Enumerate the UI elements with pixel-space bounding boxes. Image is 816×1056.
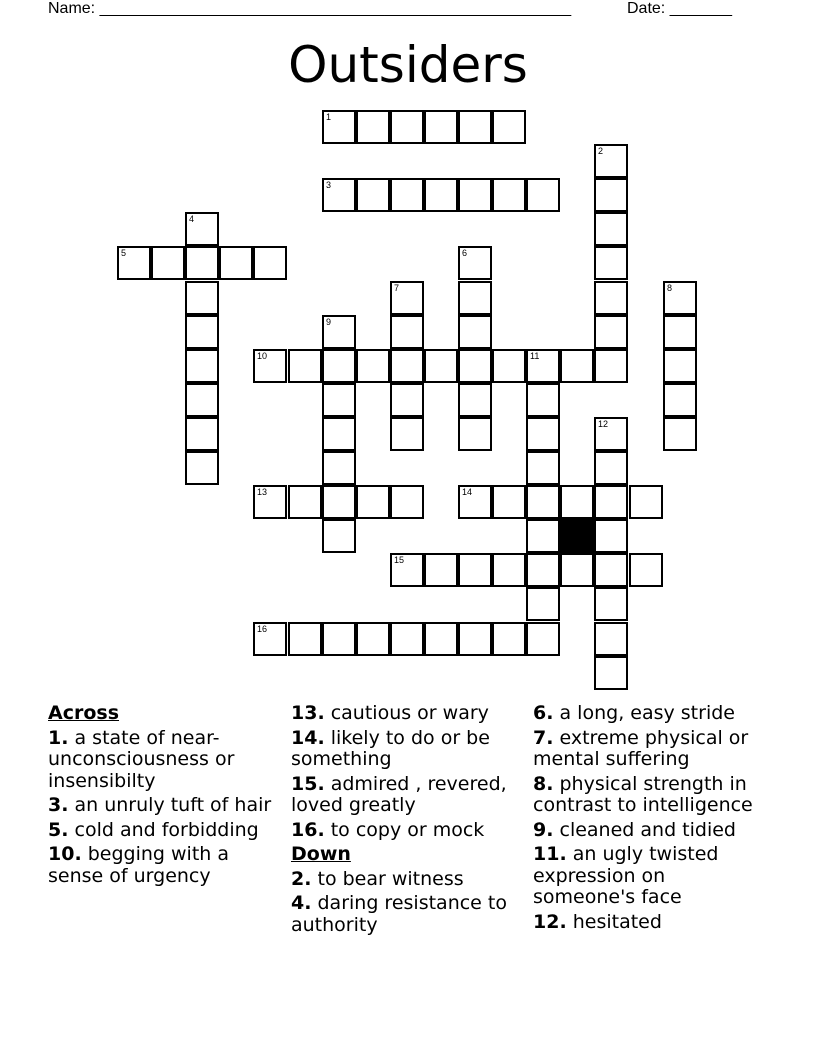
grid-cell[interactable] [356,349,390,383]
grid-cell[interactable] [526,349,560,383]
grid-cell[interactable] [458,622,492,656]
grid-cell[interactable] [526,451,560,485]
grid-cell[interactable] [185,315,219,349]
grid-cell[interactable] [663,417,697,451]
grid-cell[interactable] [322,178,356,212]
cell-number: 8 [667,283,673,293]
grid-cell[interactable] [424,349,458,383]
cell-number: 4 [189,214,195,224]
grid-cell[interactable] [390,281,424,315]
clue-down-6: 6. a long, easy stride [533,702,735,724]
down-heading: Down [291,843,351,865]
clue-down-2: 2. to bear witness [291,867,464,890]
grid-cell[interactable] [219,246,253,280]
grid-cell[interactable] [458,110,492,144]
grid-cell[interactable] [458,485,492,519]
grid-cell[interactable] [594,281,628,315]
grid-cell[interactable] [288,485,322,519]
grid-cell[interactable] [322,349,356,383]
clue-down-8: 8. physical strength in contrast to intelligence [533,772,753,816]
grid-cell[interactable] [424,110,458,144]
cell-number: 15 [394,555,405,565]
grid-cell[interactable] [594,144,628,178]
grid-cell[interactable] [356,178,390,212]
grid-cell[interactable] [526,417,560,451]
cell-number: 11 [530,351,540,361]
grid-cell[interactable] [322,519,356,553]
page-title: Outsiders [288,36,528,94]
grid-cell[interactable] [492,485,526,519]
cell-number: 1 [326,112,332,122]
grid-cell[interactable] [526,622,560,656]
grid-cell[interactable] [492,178,526,212]
cell-number: 14 [462,487,473,497]
grid-cell[interactable] [185,281,219,315]
grid-cell[interactable] [185,349,219,383]
across-heading: Across [48,702,120,724]
grid-cell[interactable] [185,451,219,485]
grid-cell[interactable] [390,417,424,451]
grid-cell[interactable] [526,553,560,587]
grid-cell[interactable] [185,212,219,246]
grid-cell[interactable] [458,417,492,451]
grid-cell[interactable] [322,315,356,349]
grid-cell[interactable] [560,349,594,383]
cell-number: 13 [257,487,268,497]
grid-cell[interactable] [117,246,151,280]
name-field-label[interactable]: Name: _____________________________________________________ [48,0,572,17]
clue-across-16: 16. to copy or mock [291,818,485,841]
grid-cell[interactable] [288,349,322,383]
clue-down-4: 4. daring resistance to authority [291,892,507,936]
grid-cell[interactable] [458,178,492,212]
grid-cell[interactable] [663,383,697,417]
grid-cell[interactable] [185,383,219,417]
cell-number: 9 [326,317,332,327]
grid-cell[interactable] [594,212,628,246]
grid-cell[interactable] [390,178,424,212]
grid-cell[interactable] [594,553,628,587]
clue-across-14: 14. likely to do or be something [291,726,490,770]
clue-across-5: 5. cold and forbidding [48,818,259,841]
cell-number: 6 [462,248,468,258]
grid-cell[interactable] [594,485,628,519]
grid-cell[interactable] [322,451,356,485]
grid-cell[interactable] [629,553,663,587]
grid-cell[interactable] [356,485,390,519]
cell-number: 10 [257,351,268,361]
grid-cell[interactable] [663,315,697,349]
grid-cell[interactable] [322,417,356,451]
grid-cell[interactable] [663,281,697,315]
cell-number: 3 [326,180,332,190]
grid-cell[interactable] [458,315,492,349]
grid-cell[interactable] [356,110,390,144]
clue-across-1: 1. a state of near-unconsciousness or insensibilty [48,726,235,792]
grid-cell[interactable] [322,383,356,417]
grid-cell[interactable] [594,246,628,280]
clue-across-13: 13. cautious or wary [291,702,489,724]
cell-number: 7 [394,283,400,293]
grid-cell[interactable] [288,622,322,656]
blocked-cell [560,519,594,553]
grid-cell[interactable] [458,281,492,315]
cell-number: 2 [598,146,604,156]
grid-cell[interactable] [526,178,560,212]
grid-cell[interactable] [594,656,628,690]
grid-cell[interactable] [458,246,492,280]
grid-cell[interactable] [322,110,356,144]
grid-cell[interactable] [594,349,628,383]
grid-cell[interactable] [492,349,526,383]
grid-cell[interactable] [526,383,560,417]
grid-cell[interactable] [253,622,287,656]
grid-cell[interactable] [663,349,697,383]
grid-cell[interactable] [424,622,458,656]
grid-cell[interactable] [594,417,628,451]
clue-across-10: 10. begging with a sense of urgency [48,843,230,887]
grid-cell[interactable] [492,110,526,144]
grid-cell[interactable] [390,553,424,587]
grid-cell[interactable] [594,178,628,212]
grid-cell[interactable] [390,110,424,144]
grid-cell[interactable] [253,349,287,383]
grid-cell[interactable] [594,622,628,656]
cell-number: 5 [121,248,127,258]
clue-down-7: 7. extreme physical or mental suffering [533,726,749,770]
grid-cell[interactable] [594,315,628,349]
grid-cell[interactable] [526,587,560,621]
grid-cell[interactable] [253,485,287,519]
grid-cell[interactable] [560,553,594,587]
clue-column-2 [291,703,523,939]
date-field-label[interactable]: Date: _______ [627,0,732,17]
grid-cell[interactable] [526,485,560,519]
grid-cell[interactable] [458,553,492,587]
grid-cell[interactable] [594,587,628,621]
grid-cell[interactable] [390,622,424,656]
grid-cell[interactable] [185,417,219,451]
clue-down-9: 9. cleaned and tidied [533,818,736,841]
clue-column-3 [533,703,765,936]
grid-cell[interactable] [526,519,560,553]
grid-cell[interactable] [424,553,458,587]
clue-column-1 [48,703,280,890]
grid-cell[interactable] [424,178,458,212]
clue-down-11: 11. an ugly twisted expression on someone's face [533,843,719,908]
grid-cell[interactable] [492,553,526,587]
grid-cell[interactable] [390,315,424,349]
grid-cell[interactable] [560,485,594,519]
grid-cell[interactable] [390,485,424,519]
grid-cell[interactable] [594,519,628,553]
grid-cell[interactable] [458,383,492,417]
clue-across-3: 3. an unruly tuft of hair [48,794,272,816]
grid-cell[interactable] [492,622,526,656]
grid-cell[interactable] [322,622,356,656]
grid-cell[interactable] [594,451,628,485]
cell-number: 12 [598,419,609,429]
grid-cell[interactable] [390,349,424,383]
grid-cell[interactable] [253,246,287,280]
grid-cell[interactable] [151,246,185,280]
grid-cell[interactable] [185,246,219,280]
grid-cell[interactable] [322,485,356,519]
clue-down-12: 12. hesitated [533,910,662,933]
grid-cell[interactable] [458,349,492,383]
cell-number: 16 [257,624,268,634]
clue-across-15: 15. admired , revered, loved greatly [291,772,507,816]
grid-cell[interactable] [629,485,663,519]
grid-cell[interactable] [356,622,390,656]
grid-cell[interactable] [390,383,424,417]
